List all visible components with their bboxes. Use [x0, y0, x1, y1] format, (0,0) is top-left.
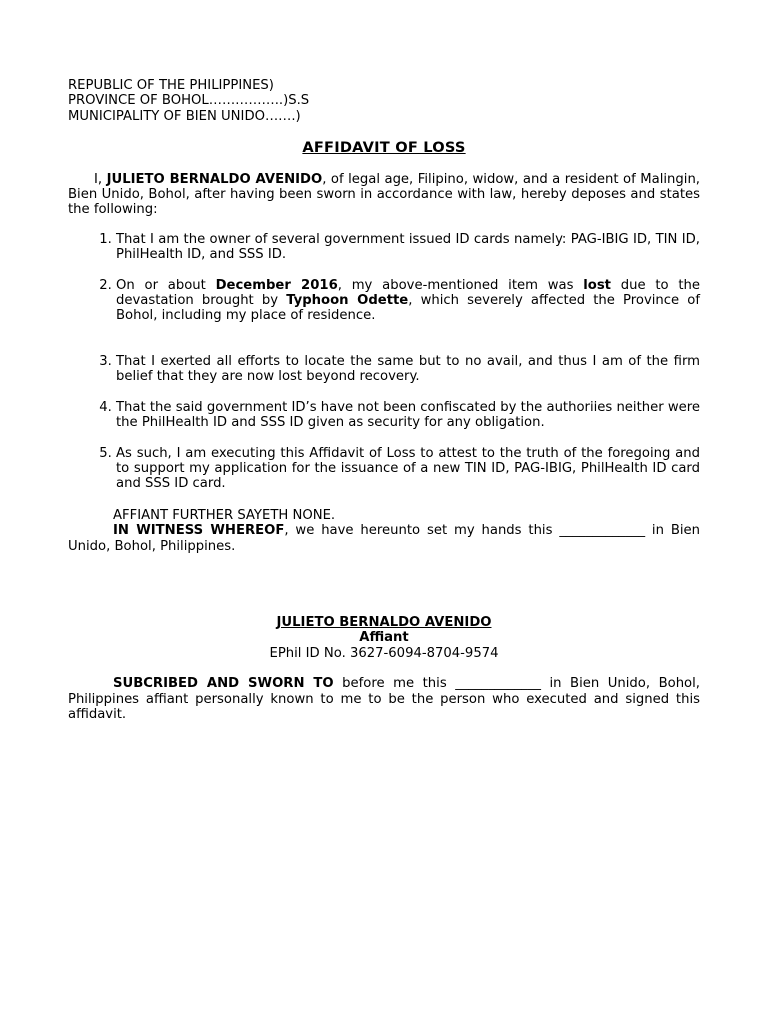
statement-item-3: 3. That I exerted all efforts to locate the same but to no avail, and thus I am of the firm belief that they are now lost beyond recovery. [116, 354, 700, 385]
statement-2-text-c: due to the devastation brought by [116, 277, 700, 309]
statement-2-lost: lost [583, 277, 611, 293]
statement-item-2 [116, 278, 700, 324]
statement-item-1: 1. That I am the owner of several government issued ID cards namely: PAG-IBIG ID, TIN ID, PhilHealth ID, and SSS ID. [116, 232, 700, 263]
venue-heading [68, 78, 700, 124]
venue-republic: REPUBLIC OF THE PHILIPPINES) [68, 78, 274, 93]
statement-2-text-a: On or about [116, 277, 216, 293]
jurat-paragraph [68, 676, 700, 722]
affiant-signature-name: JULIETO BERNALDO AVENIDO [276, 614, 492, 630]
affiant-id-number: EPhil ID No. 3627-6094-8704-9574 [269, 645, 499, 661]
further-sayeth: AFFIANT FURTHER SAYETH NONE. [113, 507, 336, 523]
statement-2-text-b: , my above-mentioned item was [337, 277, 584, 293]
statement-2-text-d: , which severely affected the Province of Bohol, including my place of residence. [116, 293, 700, 324]
witness-text: , we have hereunto set my hands this _____________ in Bien Unido, Bohol, Philippines. [68, 523, 701, 554]
statement-item-4: 4. That the said government ID’s have not been confiscated by the authoriies neither were the PhilHealth ID and SSS ID given as security for any obligation. [116, 400, 700, 431]
signature-block [68, 615, 700, 661]
statements-list [68, 232, 700, 492]
venue-municipality: MUNICIPALITY OF BIEN UNIDO…….) [68, 108, 301, 124]
document-title: AFFIDAVIT OF LOSS [302, 139, 466, 157]
intro-text: , of legal age, Filipino, widow, and a resident of Malingin, Bien Unido, Bohol, after having been sworn in accordance with law, hereby deposes and states the following: [68, 171, 700, 218]
statement-2-date: December 2016 [215, 277, 338, 293]
venue-province: PROVINCE OF BOHOL……………..)S.S [68, 93, 310, 109]
statement-2-typhoon: Typhoon Odette [286, 293, 409, 309]
intro-paragraph [68, 172, 700, 218]
intro-prefix: I, [94, 171, 107, 187]
affidavit-document [68, 78, 700, 722]
statement-item-5: 5. As such, I am executing this Affidavit of Loss to attest to the truth of the foregoing and to support my application for the issuance of a new TIN ID, PAG-IBIG, PhilHealth ID card and SSS ID card. [116, 446, 700, 492]
affiant-name-inline: JULIETO BERNALDO AVENIDO [106, 171, 323, 187]
jurat-text: before me this _____________ in Bien Unido, Bohol, Philippines affiant personally known to me to be the person who executed and signed this affidavit. [68, 676, 700, 722]
witness-bold: IN WITNESS WHEREOF [113, 523, 285, 539]
affiant-role: Affiant [359, 630, 409, 646]
jurat-bold: SUBCRIBED AND SWORN TO [113, 676, 334, 692]
witness-clause [68, 523, 700, 554]
